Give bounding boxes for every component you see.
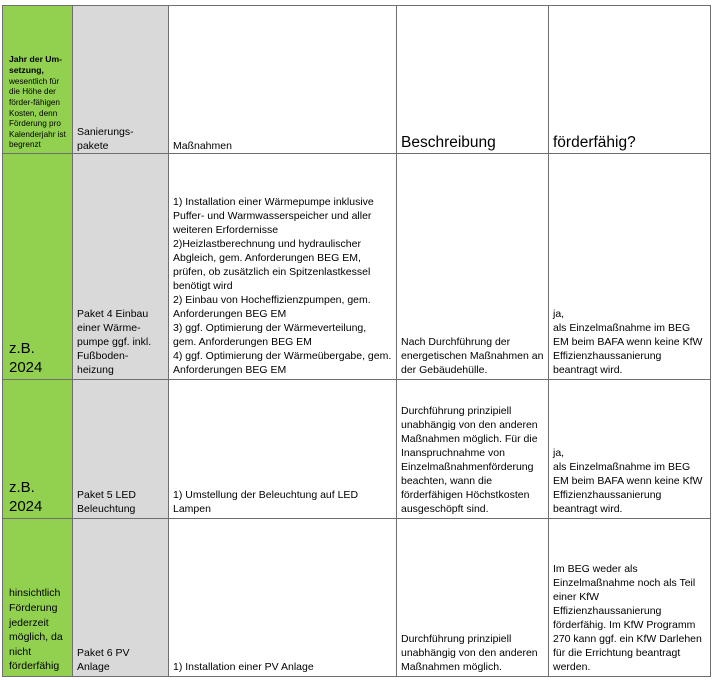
row-massnahmen: 1) Installation einer PV Anlage [169,519,397,677]
header-year [3,6,73,154]
row-massnahmen: 1) Umstellung der Beleuchtung auf LED Lampen [169,380,397,519]
header-year-bold: Jahr der Um-setzung, [9,53,63,76]
row-beschreibung: Nach Durchführung der energetischen Maßnahmen an der Gebäudehülle. [397,154,549,380]
row-foerderfaehig: ja, als Einzelmaßnahme im BEG EM beim BAFA wenn keine KfW Effizienzhaussanierung beantragt wird. [549,380,711,519]
row-paket: Paket 5 LED Beleuchtung [73,380,169,519]
row-foerderfaehig: Im BEG weder als Einzelmaßnahme noch als Teil einer KfW Effizienzhaussanierung förderfähig. Im KfW Programm 270 kann ggf. ein KfW Darlehen für die Errichtung beantragt werden. [549,519,711,677]
row-year: z.B. 2024 [3,380,73,519]
row-massnahmen: 1) Installation einer Wärmepumpe inklusive Puffer- und Warmwasserspeicher und aller weiteren Erfordernisse 2)Heizlastberechnung und hydraulischer Abgleich, gem. Anforderungen BEG EM, prüfen, ob zusätzlich ein Spitzenlastkessel benötigt wird 2) Einbau von Hocheffizienzpumpen, gem. Anforderungen BEG EM 3) ggf. Optimierung der Wärmeverteilung, gem. Anforderungen BEG EM 4) ggf. Optimierung der Wärmeübergabe, gem. Anforderungen BEG EM [169,154,397,380]
row-year: z.B. 2024 [3,154,73,380]
row-foerderfaehig: ja, als Einzelmaßnahme im BEG EM beim BAFA wenn keine KfW Effizienzhaussanierung beantragt wird. [549,154,711,380]
row-paket: Paket 6 PV Anlage [73,519,169,677]
row-paket: Paket 4 Einbau einer Wärme-pumpe ggf. inkl. Fußboden-heizung [73,154,169,380]
row-year: hinsichtlich Förderung jederzeit möglich, da nicht förderfähig [3,519,73,677]
header-massnahmen: Maßnahmen [169,6,397,154]
table-row [3,154,711,380]
row-beschreibung: Durchführung prinzipiell unabhängig von den anderen Maßnahmen möglich. Für die Inanspruchnahme von Einzelmaßnahmenförderung beachten, wann die förderfähigen Höchstkosten ausgeschöpft sind. [397,380,549,519]
header-beschreibung: Beschreibung [397,6,549,154]
header-year-note: wesentlich für die Höhe der förder-fähigen Kosten, denn Förderung pro Kalenderjahr ist begrenzt [9,76,66,150]
measures-table [2,5,711,677]
row-beschreibung: Durchführung prinzipiell unabhängig von den anderen Maßnahmen möglich. [397,519,549,677]
header-foerderfaehig: förderfähig? [549,6,711,154]
table-header-row [3,6,711,154]
table-row [3,519,711,677]
table-row [3,380,711,519]
header-paket: Sanierungs- pakete [73,6,169,154]
